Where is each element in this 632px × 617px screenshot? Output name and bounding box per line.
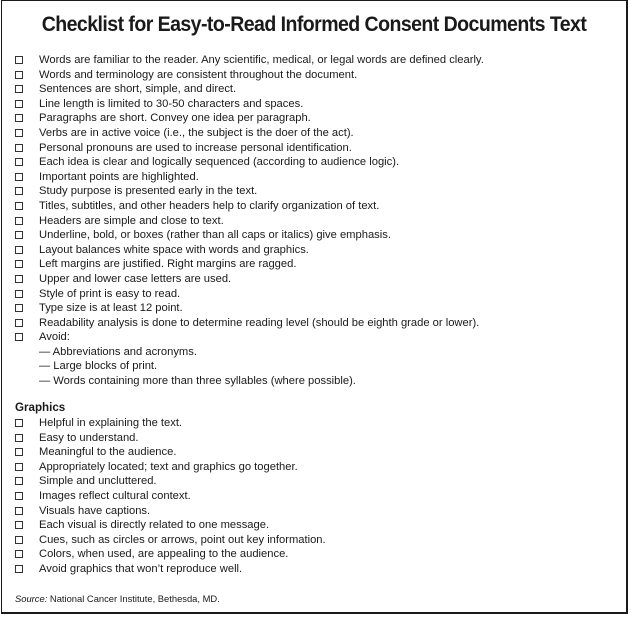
checklist-item — [15, 445, 620, 460]
checkbox[interactable] — [15, 550, 23, 558]
checkbox[interactable] — [15, 217, 23, 225]
checklist-item — [15, 287, 620, 302]
checkbox[interactable] — [15, 290, 23, 298]
source-note — [15, 593, 220, 604]
checklist-item — [15, 518, 620, 533]
checklist-item — [15, 301, 620, 316]
checkbox[interactable] — [15, 448, 23, 456]
source-label: Source: — [15, 593, 48, 604]
checklist-item-label: Words are familiar to the reader. Any scientific, medical, or legal words are defined clearly. — [39, 54, 484, 66]
checklist-item — [15, 431, 620, 446]
checkbox[interactable] — [15, 521, 23, 529]
checklist-item — [15, 533, 620, 548]
checkbox[interactable] — [15, 477, 23, 485]
checklist-item — [15, 53, 620, 68]
checkbox[interactable] — [15, 565, 23, 573]
checkbox[interactable] — [15, 304, 23, 312]
checkbox[interactable] — [15, 319, 23, 327]
checkbox[interactable] — [15, 100, 23, 108]
checklist-item — [15, 489, 620, 504]
checklist-item-label: Paragraphs are short. Convey one idea per paragraph. — [39, 112, 311, 125]
checklist-item-label: Each idea is clear and logically sequenced (according to audience logic). — [39, 156, 400, 169]
checkbox[interactable] — [15, 114, 23, 122]
checklist-item — [15, 316, 620, 331]
checklist-item — [15, 82, 620, 97]
checklist-item — [15, 504, 620, 519]
checkbox[interactable] — [15, 129, 23, 137]
checklist-item — [15, 562, 620, 577]
avoid-subitem — [15, 345, 620, 360]
checklist-item-label: Upper and lower case letters are used. — [39, 272, 232, 285]
checklist-item-label: Important points are highlighted. — [39, 170, 199, 183]
checklist-item-label: Left margins are justified. Right margins are ragged. — [39, 258, 297, 271]
checklist-item-label: Readability analysis is done to determine reading level (should be eighth grade or lower). — [39, 316, 480, 329]
source-text: National Cancer Institute, Bethesda, MD. — [47, 593, 220, 604]
checkbox[interactable] — [15, 260, 23, 268]
checklist-item — [15, 460, 620, 475]
checklist-item-label: Simple and uncluttered. — [39, 475, 157, 488]
checklist-item-label: Meaningful to the audience. — [39, 446, 177, 459]
checkbox[interactable] — [15, 173, 23, 181]
checklist-item — [15, 243, 620, 258]
checklist-item-label: Personal pronouns are used to increase personal identification. — [39, 141, 352, 154]
checklist-panel — [1, 0, 628, 614]
checkbox[interactable] — [15, 231, 23, 239]
checkbox[interactable] — [15, 202, 23, 210]
checklist-item — [15, 111, 620, 126]
text-checklist — [15, 53, 620, 389]
checklist-item — [15, 170, 620, 185]
checklist-item — [15, 97, 620, 112]
checklist-item-label: Style of print is easy to read. — [39, 287, 181, 300]
checklist-item — [15, 416, 620, 431]
checklist-item-label: Each visual is directly related to one message. — [39, 519, 270, 532]
checklist-item-label: Type size is at least 12 point. — [39, 302, 183, 315]
checkbox[interactable] — [15, 71, 23, 79]
checkbox[interactable] — [15, 492, 23, 500]
graphics-heading: Graphics — [15, 401, 66, 414]
checklist-item — [15, 126, 620, 141]
checklist-item-label: Easy to understand. — [39, 431, 139, 444]
avoid-subitem — [15, 359, 620, 374]
checklist-item-label: Avoid: — [39, 331, 70, 344]
checklist-item — [15, 228, 620, 243]
checklist-item-label: Words and terminology are consistent throughout the document. — [39, 68, 358, 81]
avoid-subitem-label: — Large blocks of print. — [39, 360, 158, 373]
checkbox[interactable] — [15, 333, 23, 341]
checklist-item — [15, 330, 620, 345]
checklist-item-label: Helpful in explaining the text. — [39, 417, 183, 429]
checklist-item-label: Visuals have captions. — [39, 504, 151, 517]
checkbox[interactable] — [15, 434, 23, 442]
checklist-item-label: Titles, subtitles, and other headers help to clarify organization of text. — [39, 199, 380, 212]
checklist-item-label: Underline, bold, or boxes (rather than all caps or italics) give emphasis. — [39, 229, 391, 242]
checklist-item-label: Study purpose is presented early in the text. — [39, 185, 258, 198]
checklist-item-label: Images reflect cultural context. — [39, 489, 191, 502]
checkbox[interactable] — [15, 85, 23, 93]
checkbox[interactable] — [15, 507, 23, 515]
checkbox[interactable] — [15, 536, 23, 544]
checkbox[interactable] — [15, 419, 23, 427]
checklist-item — [15, 547, 620, 562]
checklist-title: Checklist for Easy-to-Read Informed Consent Documents Text — [41, 13, 587, 36]
checklist-item — [15, 199, 620, 214]
checklist-item-label: Cues, such as circles or arrows, point out key information. — [39, 533, 326, 546]
checklist-item — [15, 68, 620, 83]
checkbox[interactable] — [15, 158, 23, 166]
avoid-subitem-label: — Words containing more than three syllables (where possible). — [39, 375, 356, 388]
checkbox[interactable] — [15, 275, 23, 283]
checklist-item-label: Colors, when used, are appealing to the audience. — [39, 548, 289, 561]
checklist-item — [15, 155, 620, 170]
checklist-item-label: Appropriately located; text and graphics go together. — [39, 460, 298, 473]
checklist-item — [15, 214, 620, 229]
avoid-subitem — [15, 374, 620, 389]
graphics-checklist — [15, 416, 620, 577]
checkbox[interactable] — [15, 56, 23, 64]
checklist-item-label: Line length is limited to 30-50 characters and spaces. — [39, 97, 304, 110]
checkbox[interactable] — [15, 144, 23, 152]
checklist-item — [15, 474, 620, 489]
checklist-item-label: Sentences are short, simple, and direct. — [39, 83, 237, 96]
checklist-item — [15, 184, 620, 199]
checklist-item-label: Headers are simple and close to text. — [39, 214, 224, 227]
checklist-item-label: Avoid graphics that won’t reproduce well. — [39, 562, 243, 575]
checkbox[interactable] — [15, 246, 23, 254]
checklist-item-label: Layout balances white space with words and graphics. — [39, 243, 309, 256]
checkbox[interactable] — [15, 187, 23, 195]
checkbox[interactable] — [15, 463, 23, 471]
checklist-item-label: Verbs are in active voice (i.e., the subject is the doer of the act). — [39, 126, 354, 139]
avoid-subitem-label: — Abbreviations and acronyms. — [39, 345, 197, 358]
checklist-item — [15, 272, 620, 287]
checklist-item — [15, 141, 620, 156]
checklist-item — [15, 257, 620, 272]
